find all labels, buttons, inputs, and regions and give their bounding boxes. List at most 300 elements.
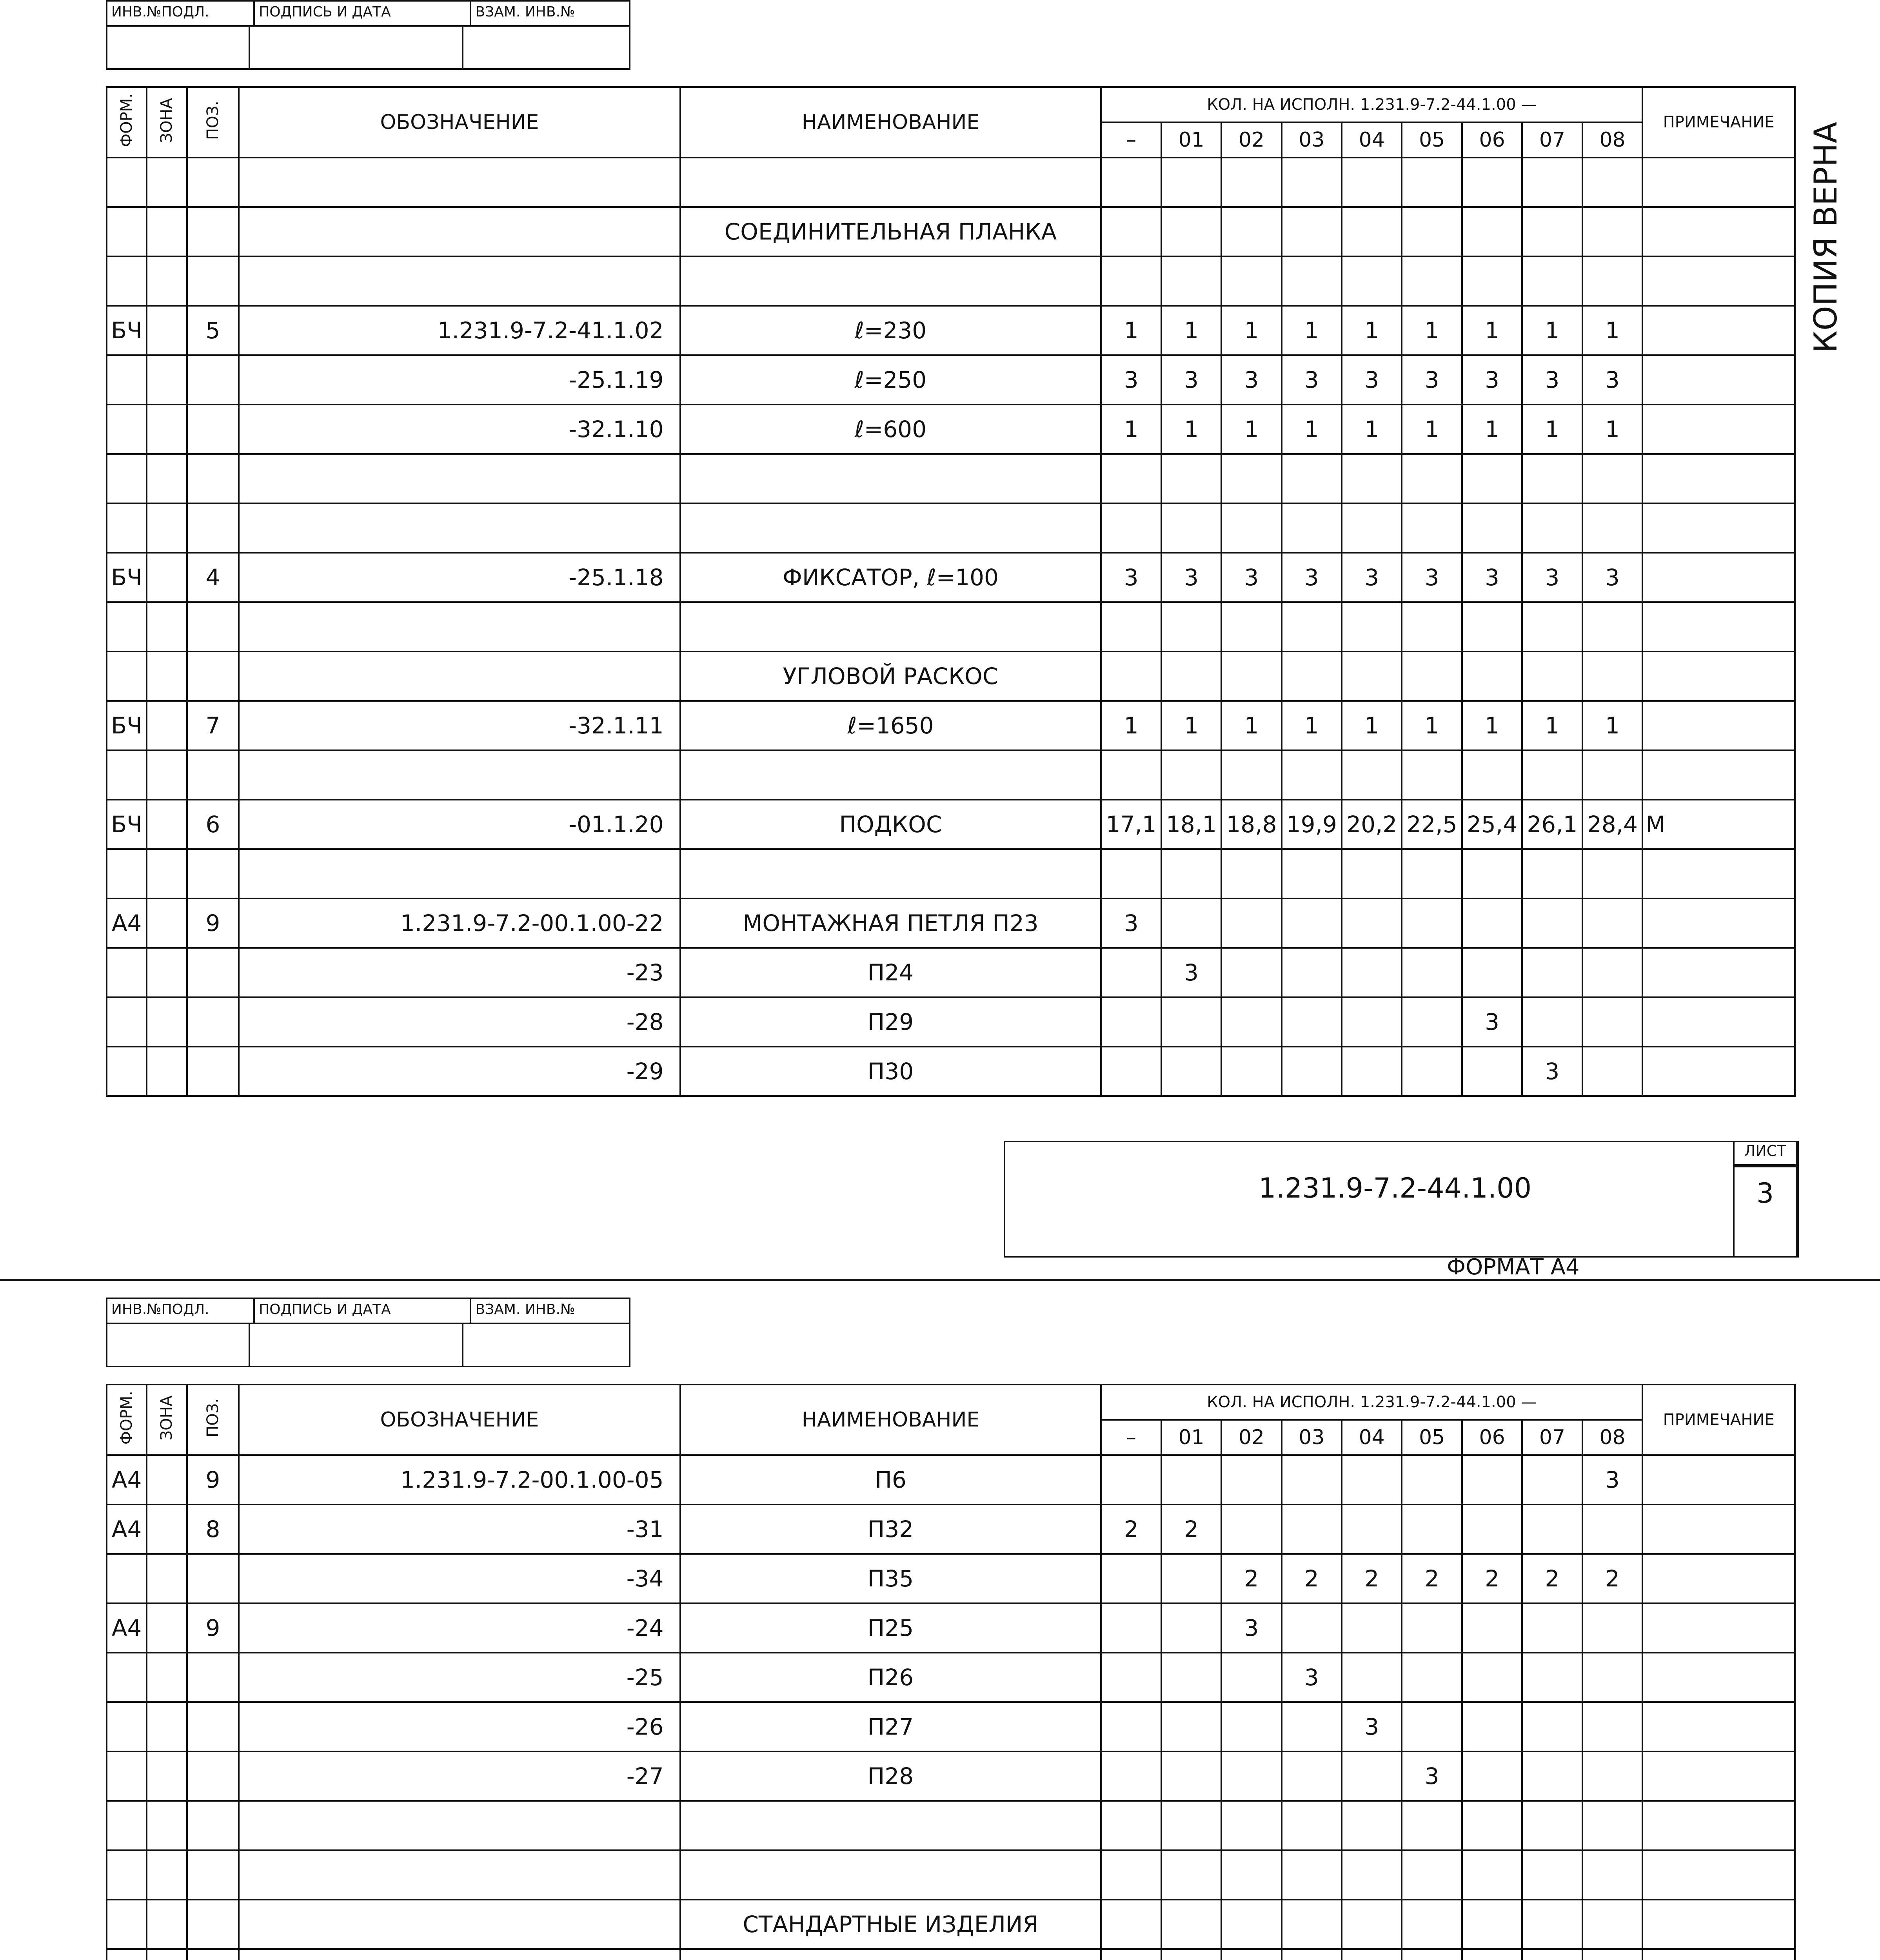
cell-qty <box>1462 158 1522 207</box>
cell-designation <box>239 750 680 800</box>
cell-zone <box>147 602 187 652</box>
cell-qty: 2 <box>1582 1554 1643 1603</box>
header-variant: 06 <box>1462 1420 1522 1455</box>
cell-form <box>107 997 147 1047</box>
cell-qty <box>1282 1850 1342 1900</box>
cell-qty <box>1402 1653 1462 1702</box>
cell-qty <box>1462 1801 1522 1850</box>
cell-note <box>1642 997 1795 1047</box>
cell-qty <box>1282 158 1342 207</box>
stamp-replace-label: ВЗАМ. ИНВ.№ <box>475 4 575 20</box>
cell-qty <box>1282 652 1342 701</box>
cell-qty: 3 <box>1522 1047 1582 1096</box>
cell-qty <box>1402 1603 1462 1653</box>
cell-qty <box>1402 1047 1462 1096</box>
cell-qty: 3 <box>1582 1455 1643 1504</box>
cell-qty <box>1282 948 1342 997</box>
cell-qty <box>1282 1603 1342 1653</box>
cell-note <box>1642 1949 1795 1960</box>
table-row <box>107 454 1795 503</box>
cell-form <box>107 1702 147 1751</box>
cell-designation <box>239 1850 680 1900</box>
cell-pos <box>187 1751 239 1801</box>
cell-qty: 19,9 <box>1282 800 1342 849</box>
cell-designation: -24 <box>239 1603 680 1653</box>
cell-qty <box>1462 256 1522 306</box>
cell-note <box>1642 652 1795 701</box>
cell-qty <box>1462 1900 1522 1949</box>
cell-zone <box>147 1603 187 1653</box>
table-row <box>107 256 1795 306</box>
cell-note <box>1642 750 1795 800</box>
cell-note <box>1642 1455 1795 1504</box>
cell-name: ℓ=600 <box>680 405 1101 454</box>
header-pos-text: ПОЗ. <box>204 101 222 140</box>
cell-qty <box>1462 1751 1522 1801</box>
cell-name <box>680 602 1101 652</box>
cell-qty <box>1342 602 1402 652</box>
cell-qty <box>1221 1949 1281 1960</box>
cell-name: П35 <box>680 1554 1101 1603</box>
cell-qty <box>1402 948 1462 997</box>
cell-name: П6 <box>680 1455 1101 1504</box>
cell-qty <box>1522 158 1582 207</box>
cell-qty <box>1522 750 1582 800</box>
cell-name <box>680 849 1101 898</box>
cell-qty <box>1462 898 1522 948</box>
cell-qty <box>1161 1455 1221 1504</box>
cell-qty: 1 <box>1161 306 1221 355</box>
document-code: 1.231.9-7.2-44.1.00 <box>1259 1172 1532 1204</box>
cell-qty: 3 <box>1402 355 1462 405</box>
cell-qty: 1 <box>1522 405 1582 454</box>
cell-qty <box>1342 948 1402 997</box>
cell-zone <box>147 849 187 898</box>
cell-qty: 18,1 <box>1161 800 1221 849</box>
cell-name: П28 <box>680 1751 1101 1801</box>
cell-qty <box>1282 750 1342 800</box>
cell-designation: 1.231.9-7.2-00.1.00-22 <box>239 898 680 948</box>
cell-pos: 8 <box>187 1504 239 1554</box>
cell-qty <box>1221 997 1281 1047</box>
cell-qty <box>1342 997 1402 1047</box>
cell-qty <box>1522 256 1582 306</box>
cell-pos: 9 <box>187 1455 239 1504</box>
table-row <box>107 898 1795 948</box>
cell-name: П32 <box>680 1504 1101 1554</box>
cell-qty: 2 <box>1402 1554 1462 1603</box>
cell-name: ПОДКОС <box>680 800 1101 849</box>
cell-designation: -28 <box>239 997 680 1047</box>
cell-form <box>107 750 147 800</box>
cell-qty <box>1101 1554 1161 1603</box>
cell-qty <box>1522 1900 1582 1949</box>
header-variant: 08 <box>1582 1420 1643 1455</box>
cell-note <box>1642 207 1795 256</box>
cell-qty <box>1282 454 1342 503</box>
cell-name <box>680 1850 1101 1900</box>
cell-qty <box>1342 750 1402 800</box>
cell-name: ℓ=1650 <box>680 701 1101 750</box>
cell-qty: 3 <box>1101 553 1161 602</box>
cell-qty <box>1582 1850 1643 1900</box>
cell-name <box>680 256 1101 306</box>
table-row <box>107 800 1795 849</box>
cell-form <box>107 948 147 997</box>
cell-form: А4 <box>107 1504 147 1554</box>
cell-pos <box>187 355 239 405</box>
cell-name: МОНТАЖНАЯ ПЕТЛЯ П23 <box>680 898 1101 948</box>
cell-qty: 1 <box>1342 405 1402 454</box>
cell-form <box>107 1801 147 1850</box>
cell-name: П24 <box>680 948 1101 997</box>
stamp-inv-label: ИНВ.№ПОДЛ. <box>107 1299 255 1323</box>
cell-note <box>1642 1850 1795 1900</box>
cell-qty <box>1101 1850 1161 1900</box>
cell-form: БЧ <box>107 701 147 750</box>
cell-qty: 1 <box>1101 306 1161 355</box>
cell-qty <box>1342 1900 1402 1949</box>
cell-qty <box>1161 1850 1221 1900</box>
cell-zone <box>147 1702 187 1751</box>
cell-qty: 22,5 <box>1402 800 1462 849</box>
cell-qty <box>1402 652 1462 701</box>
cell-zone <box>147 405 187 454</box>
cell-form: А4 <box>107 898 147 948</box>
cell-pos <box>187 256 239 306</box>
cell-qty: 3 <box>1462 997 1522 1047</box>
cell-qty: 2 <box>1342 1554 1402 1603</box>
cell-name: ФИКСАТОР, ℓ=100 <box>680 553 1101 602</box>
cell-qty <box>1462 849 1522 898</box>
cell-qty: 1 <box>1221 701 1281 750</box>
cell-qty <box>1402 602 1462 652</box>
cell-note <box>1642 1702 1795 1751</box>
cell-qty <box>1582 898 1643 948</box>
cell-note <box>1642 1047 1795 1096</box>
header-variant: 04 <box>1342 1420 1402 1455</box>
cell-name: П29 <box>680 997 1101 1047</box>
header-pos-text: ПОЗ. <box>204 1398 222 1437</box>
header-variant: 08 <box>1582 122 1643 158</box>
cell-note <box>1642 158 1795 207</box>
cell-qty: 1 <box>1462 405 1522 454</box>
table-row <box>107 405 1795 454</box>
cell-qty: 3 <box>1402 1751 1462 1801</box>
cell-qty <box>1582 1504 1643 1554</box>
cell-qty <box>1101 849 1161 898</box>
cell-qty <box>1221 207 1281 256</box>
cell-qty <box>1462 602 1522 652</box>
cell-qty <box>1342 503 1402 553</box>
cell-note: М <box>1642 800 1795 849</box>
cell-qty <box>1221 1702 1281 1751</box>
cell-qty <box>1402 997 1462 1047</box>
cell-qty: 25,4 <box>1462 800 1522 849</box>
cell-qty <box>1282 503 1342 553</box>
cell-zone <box>147 1900 187 1949</box>
cell-name: ℓ=230 <box>680 306 1101 355</box>
cell-qty <box>1522 898 1582 948</box>
cell-pos <box>187 602 239 652</box>
cell-qty: 1 <box>1402 701 1462 750</box>
cell-qty <box>1282 898 1342 948</box>
cell-qty <box>1582 1702 1643 1751</box>
cell-qty <box>1101 207 1161 256</box>
cell-name <box>680 1949 1101 1960</box>
cell-pos <box>187 948 239 997</box>
cell-qty <box>1342 1850 1402 1900</box>
cell-name <box>680 1801 1101 1850</box>
cell-qty: 3 <box>1161 948 1221 997</box>
cell-zone <box>147 1751 187 1801</box>
header-variant: 06 <box>1462 122 1522 158</box>
cell-qty: 3 <box>1221 1603 1281 1653</box>
cell-qty <box>1462 1504 1522 1554</box>
cell-qty <box>1342 1047 1402 1096</box>
cell-pos <box>187 1554 239 1603</box>
cell-qty: 2 <box>1101 1504 1161 1554</box>
cell-qty: 20,2 <box>1342 800 1402 849</box>
cell-qty <box>1221 602 1281 652</box>
cell-qty: 2 <box>1282 1554 1342 1603</box>
cell-form: БЧ <box>107 306 147 355</box>
cell-pos <box>187 1047 239 1096</box>
cell-qty: 1 <box>1342 701 1402 750</box>
cell-note <box>1642 1603 1795 1653</box>
cell-qty <box>1402 849 1462 898</box>
cell-designation <box>239 1900 680 1949</box>
table-row <box>107 1751 1795 1801</box>
cell-zone <box>147 1653 187 1702</box>
cell-qty: 1 <box>1282 701 1342 750</box>
cell-designation: -01.1.20 <box>239 800 680 849</box>
cell-qty: 3 <box>1342 355 1402 405</box>
cell-designation: -23 <box>239 948 680 997</box>
cell-qty <box>1221 158 1281 207</box>
cell-qty <box>1402 1504 1462 1554</box>
spec-table-2 <box>106 1384 1796 1960</box>
cell-designation: -26 <box>239 1702 680 1751</box>
cell-qty <box>1402 158 1462 207</box>
table-row <box>107 602 1795 652</box>
cell-qty <box>1221 948 1281 997</box>
table-row <box>107 750 1795 800</box>
cell-form <box>107 405 147 454</box>
cell-qty <box>1342 207 1402 256</box>
cell-name: П26 <box>680 1653 1101 1702</box>
cell-designation: -27 <box>239 1751 680 1801</box>
cell-pos <box>187 750 239 800</box>
table-row <box>107 1653 1795 1702</box>
cell-qty <box>1462 652 1522 701</box>
cell-qty <box>1101 1702 1161 1751</box>
cell-note <box>1642 553 1795 602</box>
table-row <box>107 503 1795 553</box>
cell-designation: -32.1.11 <box>239 701 680 750</box>
cell-name <box>680 454 1101 503</box>
header-designation: ОБОЗНАЧЕНИЕ <box>239 87 680 158</box>
cell-qty: 1 <box>1582 405 1643 454</box>
cell-qty <box>1161 1554 1221 1603</box>
cell-name: СТАНДАРТНЫЕ ИЗДЕЛИЯ <box>680 1900 1101 1949</box>
cell-qty <box>1221 898 1281 948</box>
cell-pos <box>187 1949 239 1960</box>
cell-zone <box>147 355 187 405</box>
cell-qty <box>1221 454 1281 503</box>
cell-name: П27 <box>680 1702 1101 1751</box>
cell-qty <box>1522 1949 1582 1960</box>
cell-qty: 3 <box>1161 553 1221 602</box>
cell-qty: 3 <box>1282 1653 1342 1702</box>
cell-qty <box>1582 158 1643 207</box>
cell-note <box>1642 355 1795 405</box>
cell-qty <box>1342 652 1402 701</box>
cell-qty: 1 <box>1221 306 1281 355</box>
cell-qty <box>1582 997 1643 1047</box>
cell-designation: -31 <box>239 1504 680 1554</box>
cell-qty <box>1221 750 1281 800</box>
cell-qty <box>1462 1702 1522 1751</box>
spec-table-1 <box>106 86 1796 1097</box>
cell-qty <box>1402 1949 1462 1960</box>
cell-pos <box>187 1653 239 1702</box>
cell-designation: -32.1.10 <box>239 405 680 454</box>
cell-note <box>1642 1554 1795 1603</box>
cell-qty <box>1462 948 1522 997</box>
cell-qty: 3 <box>1582 553 1643 602</box>
header-name: НАИМЕНОВАНИЕ <box>680 1385 1101 1455</box>
cell-qty: 1 <box>1161 405 1221 454</box>
cell-qty <box>1462 1047 1522 1096</box>
table-row <box>107 355 1795 405</box>
cell-qty <box>1462 1603 1522 1653</box>
table-row <box>107 207 1795 256</box>
cell-qty <box>1402 1801 1462 1850</box>
table-row <box>107 1047 1795 1096</box>
table-row <box>107 652 1795 701</box>
cell-qty <box>1582 1949 1643 1960</box>
cell-qty: 3 <box>1221 355 1281 405</box>
cell-qty <box>1342 256 1402 306</box>
header-form-text: ФОРМ. <box>118 1391 136 1445</box>
cell-qty: 28,4 <box>1582 800 1643 849</box>
cell-qty <box>1221 1653 1281 1702</box>
header-zone <box>147 1385 187 1455</box>
cell-qty: 1 <box>1462 701 1522 750</box>
table-row <box>107 1801 1795 1850</box>
header-variant: 01 <box>1161 122 1221 158</box>
cell-note <box>1642 503 1795 553</box>
cell-qty <box>1582 256 1643 306</box>
table-row <box>107 1455 1795 1504</box>
cell-qty <box>1221 1850 1281 1900</box>
cell-qty <box>1101 1455 1161 1504</box>
cell-designation <box>239 158 680 207</box>
header-variant: 02 <box>1221 1420 1281 1455</box>
cell-form: А4 <box>107 1455 147 1504</box>
cell-zone <box>147 1455 187 1504</box>
cell-form: БЧ <box>107 800 147 849</box>
cell-pos <box>187 405 239 454</box>
sheet-4 <box>106 1298 1796 1960</box>
cell-qty <box>1161 207 1221 256</box>
cell-qty <box>1582 207 1643 256</box>
cell-designation: -29 <box>239 1047 680 1096</box>
cell-qty <box>1462 207 1522 256</box>
cell-pos <box>187 207 239 256</box>
cell-qty <box>1402 1850 1462 1900</box>
header-variant: 04 <box>1342 122 1402 158</box>
header-variant: 02 <box>1221 122 1281 158</box>
sheet-number: 3 <box>1733 1164 1797 1258</box>
cell-qty: 1 <box>1221 405 1281 454</box>
cell-qty: 17,1 <box>1101 800 1161 849</box>
cell-qty <box>1161 1653 1221 1702</box>
cell-form <box>107 256 147 306</box>
cell-qty: 1 <box>1582 306 1643 355</box>
cell-form <box>107 1653 147 1702</box>
cell-qty: 1 <box>1402 306 1462 355</box>
cell-qty <box>1522 207 1582 256</box>
cell-qty <box>1161 849 1221 898</box>
cell-qty: 3 <box>1462 553 1522 602</box>
header-form <box>107 87 147 158</box>
cell-qty <box>1161 1751 1221 1801</box>
cell-qty <box>1402 750 1462 800</box>
cell-qty <box>1522 503 1582 553</box>
cell-qty <box>1161 158 1221 207</box>
cell-designation <box>239 454 680 503</box>
cell-qty <box>1582 1751 1643 1801</box>
cell-qty <box>1342 1653 1402 1702</box>
header-qty-group: КОЛ. НА ИСПОЛН. 1.231.9-7.2-44.1.00 — <box>1101 87 1642 122</box>
cell-qty <box>1101 1751 1161 1801</box>
cell-form: А4 <box>107 1603 147 1653</box>
table-row <box>107 1900 1795 1949</box>
cell-pos <box>187 652 239 701</box>
header-variant: 07 <box>1522 122 1582 158</box>
cell-qty <box>1221 1751 1281 1801</box>
cell-qty: 3 <box>1282 553 1342 602</box>
cell-qty <box>1402 898 1462 948</box>
cell-qty <box>1582 1801 1643 1850</box>
cell-qty <box>1282 1702 1342 1751</box>
cell-qty: 1 <box>1161 701 1221 750</box>
cell-note <box>1642 602 1795 652</box>
cell-zone <box>147 1801 187 1850</box>
sheet-label: ЛИСТ <box>1733 1141 1797 1167</box>
cell-zone <box>147 207 187 256</box>
header-note: ПРИМЕЧАНИЕ <box>1642 87 1795 158</box>
cell-qty <box>1522 948 1582 997</box>
cell-qty <box>1161 1702 1221 1751</box>
cell-note <box>1642 1801 1795 1850</box>
copy-verified-stamp: КОПИЯ ВЕРНА <box>1807 122 1844 353</box>
cell-qty <box>1342 1751 1402 1801</box>
stamp-sign-label: ПОДПИСЬ И ДАТА <box>255 1299 471 1323</box>
table-row <box>107 997 1795 1047</box>
cell-qty <box>1582 1653 1643 1702</box>
cell-pos <box>187 1801 239 1850</box>
cell-qty: 26,1 <box>1522 800 1582 849</box>
table-row <box>107 1504 1795 1554</box>
cell-qty <box>1582 602 1643 652</box>
cell-qty <box>1462 1949 1522 1960</box>
cell-qty: 1 <box>1101 701 1161 750</box>
cell-qty <box>1282 1949 1342 1960</box>
cell-qty <box>1161 1900 1221 1949</box>
